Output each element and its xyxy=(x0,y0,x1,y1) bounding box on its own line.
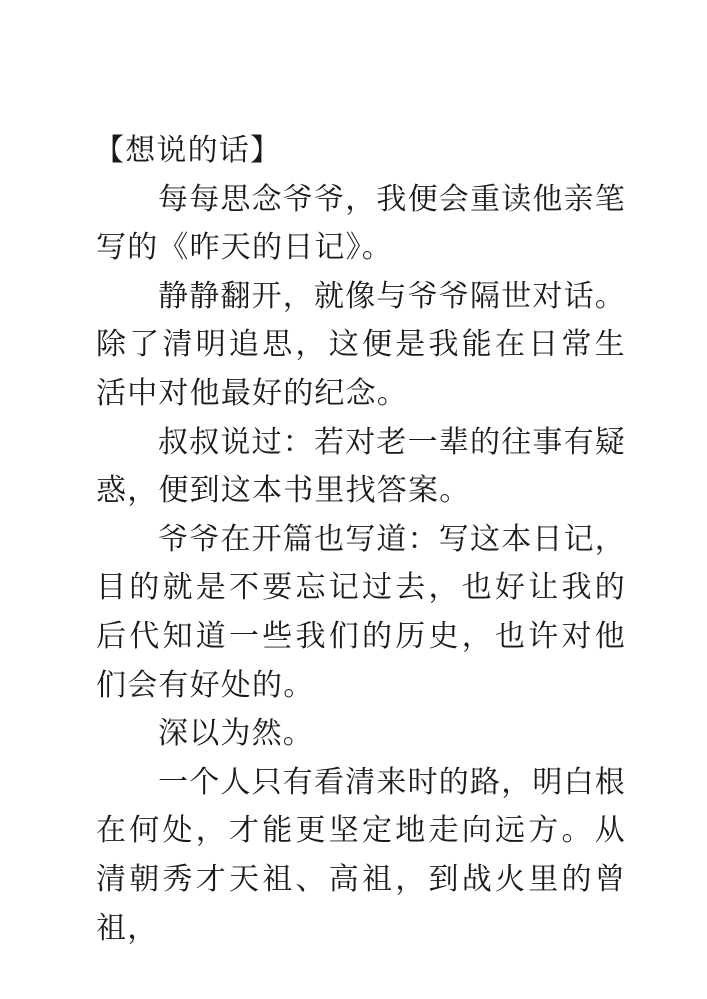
paragraph-4: 爷爷在开篇也写道：写这本日记，目的就是不要忘记过去，也好让我的后代知道一些我们的历史，也许对他们会有好处的。 xyxy=(96,521,626,703)
paragraph-3: 叔叔说过：若对老一辈的往事有疑惑，便到这本书里找答案。 xyxy=(96,424,626,509)
paragraph-6: 一个人只有看清来时的路，明白根在何处，才能更坚定地走向远方。从清朝秀才天祖、高祖，到战火里的曾祖， xyxy=(96,764,626,946)
paragraph-5: 深以为然。 xyxy=(158,716,314,752)
paragraph-2: 静静翻开，就像与爷爷隔世对话。除了清明追思，这便是我能在日常生活中对他最好的纪念。 xyxy=(96,278,626,411)
section-heading: 【想说的话】 xyxy=(94,133,282,168)
paragraph-1: 每每思念爷爷，我便会重读他亲笔写的《昨天的日记》。 xyxy=(96,181,626,266)
document-page xyxy=(96,127,626,953)
